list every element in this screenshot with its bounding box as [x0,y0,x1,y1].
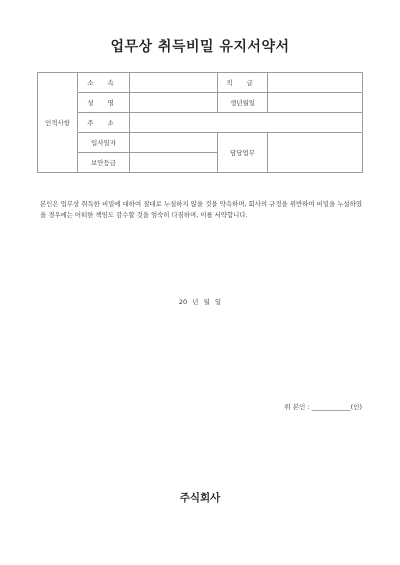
position-label: 직 급 [218,73,268,93]
personal-info-table [37,72,363,173]
pledge-text: 본인은 업무상 취득한 비밀에 대하여 절대로 누설하지 않을 것을 약속하며, 회사의 규정을 위반하여 비밀을 누설하였을 경우에는 어떠한 책임도 감수할 것을 엄숙히 다짐하며, 이를 서약합니다. [40,200,362,219]
address-field[interactable] [130,113,363,133]
affiliation-field[interactable] [130,73,218,93]
join-date-field[interactable] [130,133,218,153]
duty-label: 담당업무 [218,133,268,173]
document-title: 업무상 취득비밀 유지서약서 [110,39,290,55]
date-line: 20 년 월 일 [178,298,222,306]
name-label: 성 명 [78,93,130,113]
birthdate-label: 생년월일 [218,93,268,113]
section-label: 인적사항 [38,73,78,173]
join-date-label: 입사일자 [78,133,130,153]
address-label: 주 소 [78,113,130,133]
duty-field[interactable] [268,133,363,173]
name-field[interactable] [130,93,218,113]
affiliation-label: 소 속 [78,73,130,93]
company-name: 주식회사 [179,492,221,504]
birthdate-field[interactable] [268,93,363,113]
position-field[interactable] [268,73,363,93]
security-level-field[interactable] [130,153,218,173]
security-level-label: 보안등급 [78,153,130,173]
signature-line: 위 본인 : ____________(인) [284,403,362,411]
